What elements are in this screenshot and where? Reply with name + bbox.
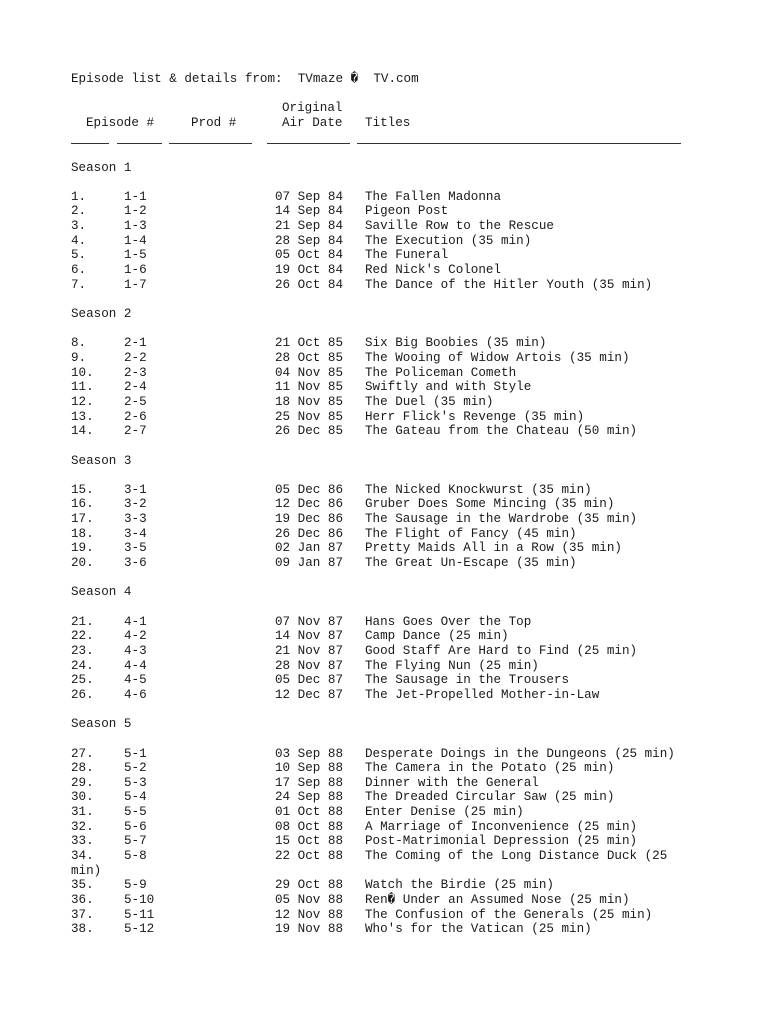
air-date: 12 Nov 88: [275, 907, 344, 922]
air-date: 03 Sep 88: [275, 746, 344, 761]
episode-title: The Sausage in the Wardrobe (35 min): [365, 512, 638, 527]
episode-row: [0, 395, 768, 410]
production-number: 5-2: [124, 761, 147, 776]
production-number: 5-3: [124, 775, 147, 790]
production-number: 1-7: [124, 277, 147, 292]
episode-title: Enter Denise (25 min): [365, 805, 524, 820]
episode-title: The Confusion of the Generals (25 min): [365, 907, 653, 922]
production-number: 3-3: [124, 512, 147, 527]
episode-title: Gruber Does Some Mincing (35 min): [365, 497, 615, 512]
air-date: 05 Nov 88: [275, 893, 344, 907]
season-heading: Season 2: [71, 307, 132, 321]
episode-row: [0, 834, 768, 849]
production-number: 5-10: [124, 893, 155, 907]
episode-row: [0, 483, 768, 498]
air-date: 02 Jan 87: [275, 541, 344, 556]
air-date: 01 Oct 88: [275, 805, 344, 820]
episode-row: [0, 805, 768, 820]
air-date: 19 Dec 86: [275, 512, 344, 527]
production-number: 1-1: [124, 189, 147, 204]
production-number: 3-2: [124, 497, 147, 512]
episode-number: 9.: [71, 350, 87, 365]
episode-title: Ren� Under an Assumed Nose (25 min): [365, 893, 630, 907]
production-number: 5-12: [124, 922, 155, 937]
production-number: 1-5: [124, 248, 147, 263]
episode-number: 19.: [71, 541, 94, 556]
episode-row: [0, 278, 768, 293]
episode-row: [0, 776, 768, 791]
episode-title: The Flying Nun (25 min): [365, 658, 539, 673]
source-line: Episode list & details from: TVmaze � TV.com: [71, 72, 419, 86]
production-number: 5-5: [124, 805, 147, 820]
column-header-episode: Episode #: [86, 116, 155, 130]
episode-number: 23.: [71, 643, 94, 658]
episode-number: 38.: [71, 922, 94, 937]
episode-title-wrap: min): [71, 863, 102, 878]
episode-row: [0, 644, 768, 659]
air-date: 05 Dec 86: [275, 482, 344, 497]
air-date: 14 Nov 87: [275, 629, 344, 644]
episode-row: [0, 878, 768, 893]
air-date: 10 Sep 88: [275, 761, 344, 776]
episode-title: The Dreaded Circular Saw (25 min): [365, 790, 615, 805]
episode-number: 24.: [71, 658, 94, 673]
column-header-air-date: Air Date: [282, 116, 343, 130]
episode-number: 37.: [71, 907, 94, 922]
episode-number: 4.: [71, 233, 87, 248]
production-number: 3-5: [124, 541, 147, 556]
episode-row: [0, 615, 768, 630]
production-number: 4-4: [124, 658, 147, 673]
episode-number: 14.: [71, 424, 94, 439]
episode-title: The Flight of Fancy (45 min): [365, 526, 577, 541]
episode-row: [0, 747, 768, 762]
episode-title: Desperate Doings in the Dungeons (25 min): [365, 746, 675, 761]
episode-title: The Coming of the Long Distance Duck (25: [365, 849, 668, 864]
production-number: 5-8: [124, 849, 147, 864]
production-number: 2-1: [124, 336, 147, 351]
air-date: 28 Nov 87: [275, 658, 344, 673]
production-number: 4-6: [124, 687, 147, 702]
production-number: 4-2: [124, 629, 147, 644]
production-number: 5-4: [124, 790, 147, 805]
column-header-prod: Prod #: [191, 116, 237, 130]
production-number: 3-1: [124, 482, 147, 497]
production-number: 5-9: [124, 878, 147, 893]
episode-number: 8.: [71, 336, 87, 351]
episode-number: 28.: [71, 761, 94, 776]
episode-number: 10.: [71, 365, 94, 380]
episode-number: 11.: [71, 380, 94, 395]
column-header-original: Original: [282, 101, 343, 115]
episode-number: 36.: [71, 893, 94, 907]
header-rule: [267, 143, 350, 144]
season-heading: Season 1: [71, 160, 132, 175]
episode-title: Saville Row to the Rescue: [365, 219, 554, 234]
episode-number: 20.: [71, 556, 94, 571]
episode-number: 15.: [71, 482, 94, 497]
episode-row: [0, 512, 768, 527]
air-date: 26 Oct 84: [275, 277, 344, 292]
production-number: 4-1: [124, 614, 147, 629]
air-date: 05 Dec 87: [275, 673, 344, 688]
air-date: 21 Sep 84: [275, 219, 344, 234]
production-number: 2-4: [124, 380, 147, 395]
episode-row: [0, 248, 768, 263]
air-date: 14 Sep 84: [275, 204, 344, 219]
episode-number: 27.: [71, 746, 94, 761]
episode-row: [0, 849, 768, 864]
production-number: 1-2: [124, 204, 147, 219]
production-number: 2-5: [124, 394, 147, 409]
episode-row: [0, 351, 768, 366]
production-number: 1-4: [124, 233, 147, 248]
air-date: 07 Sep 84: [275, 189, 344, 204]
episode-row: [0, 234, 768, 249]
air-date: 26 Dec 85: [275, 424, 344, 439]
episode-number: 25.: [71, 673, 94, 688]
episode-row: [0, 410, 768, 425]
episode-title: A Marriage of Inconvenience (25 min): [365, 819, 638, 834]
episode-title: Red Nick's Colonel: [365, 263, 502, 278]
episode-title: Good Staff Are Hard to Find (25 min): [365, 643, 638, 658]
episode-number: 34.: [71, 849, 94, 864]
episode-number: 6.: [71, 263, 87, 278]
episode-row: [0, 820, 768, 835]
episode-row: [0, 908, 768, 923]
episode-number: 22.: [71, 629, 94, 644]
episode-row: [0, 366, 768, 381]
air-date: 22 Oct 88: [275, 849, 344, 864]
episode-number: 21.: [71, 614, 94, 629]
production-number: 4-5: [124, 673, 147, 688]
episode-title: The Gateau from the Chateau (50 min): [365, 424, 638, 439]
production-number: 5-7: [124, 834, 147, 849]
episode-number: 5.: [71, 248, 87, 263]
season-heading: Season 4: [71, 585, 132, 600]
production-number: 2-6: [124, 409, 147, 424]
air-date: 12 Dec 87: [275, 687, 344, 702]
episode-row: [0, 761, 768, 776]
air-date: 26 Dec 86: [275, 526, 344, 541]
header-rule: [169, 143, 252, 144]
production-number: 2-7: [124, 424, 147, 439]
episode-row: [0, 922, 768, 937]
episode-title: Watch the Birdie (25 min): [365, 878, 554, 893]
episode-row: [0, 380, 768, 395]
episode-row: [0, 629, 768, 644]
episode-title: The Duel (35 min): [365, 394, 494, 409]
episode-row: [0, 497, 768, 512]
episode-row: [0, 527, 768, 542]
header-rule: [71, 143, 109, 144]
episode-number: 13.: [71, 409, 94, 424]
episode-title: The Great Un-Escape (35 min): [365, 556, 577, 571]
episode-number: 1.: [71, 189, 87, 204]
episode-title: The Funeral: [365, 248, 449, 263]
air-date: 19 Oct 84: [275, 263, 344, 278]
episode-number: 33.: [71, 834, 94, 849]
episode-number: 2.: [71, 204, 87, 219]
column-header-titles: Titles: [365, 116, 411, 130]
episode-title: The Fallen Madonna: [365, 189, 502, 204]
episode-title: The Execution (35 min): [365, 233, 532, 248]
air-date: 29 Oct 88: [275, 878, 344, 893]
header-rule: [357, 143, 681, 144]
air-date: 21 Oct 85: [275, 336, 344, 351]
production-number: 3-6: [124, 556, 147, 571]
air-date: 17 Sep 88: [275, 775, 344, 790]
air-date: 28 Oct 85: [275, 350, 344, 365]
production-number: 5-1: [124, 746, 147, 761]
episode-title: Pigeon Post: [365, 204, 449, 219]
episode-title: Pretty Maids All in a Row (35 min): [365, 541, 622, 556]
episode-row: [0, 659, 768, 674]
air-date: 05 Oct 84: [275, 248, 344, 263]
episode-title: The Wooing of Widow Artois (35 min): [365, 350, 630, 365]
production-number: 2-2: [124, 350, 147, 365]
season-heading: Season 3: [71, 453, 132, 468]
production-number: 1-3: [124, 219, 147, 234]
air-date: 08 Oct 88: [275, 819, 344, 834]
episode-number: 30.: [71, 790, 94, 805]
episode-title: The Nicked Knockwurst (35 min): [365, 482, 592, 497]
episode-row: [0, 893, 768, 908]
episode-title: The Sausage in the Trousers: [365, 673, 570, 688]
air-date: 28 Sep 84: [275, 233, 344, 248]
air-date: 19 Nov 88: [275, 922, 344, 937]
episode-row: [0, 204, 768, 219]
episode-number: 29.: [71, 775, 94, 790]
episode-number: 18.: [71, 526, 94, 541]
episode-title: Six Big Boobies (35 min): [365, 336, 547, 351]
episode-title: Camp Dance (25 min): [365, 629, 509, 644]
episode-title: Dinner with the General: [365, 775, 539, 790]
episode-title: Herr Flick's Revenge (35 min): [365, 409, 585, 424]
production-number: 3-4: [124, 526, 147, 541]
episode-number: 16.: [71, 497, 94, 512]
production-number: 5-11: [124, 907, 155, 922]
episode-title: The Camera in the Potato (25 min): [365, 761, 615, 776]
air-date: 18 Nov 85: [275, 394, 344, 409]
air-date: 21 Nov 87: [275, 643, 344, 658]
air-date: 04 Nov 85: [275, 365, 344, 380]
episode-title: Who's for the Vatican (25 min): [365, 922, 592, 937]
episode-number: 3.: [71, 219, 87, 234]
episode-title: The Dance of the Hitler Youth (35 min): [365, 277, 653, 292]
air-date: 09 Jan 87: [275, 556, 344, 571]
air-date: 11 Nov 85: [275, 380, 344, 395]
episode-title: The Policeman Cometh: [365, 365, 517, 380]
episode-row: [0, 688, 768, 703]
air-date: 25 Nov 85: [275, 409, 344, 424]
production-number: 2-3: [124, 365, 147, 380]
episode-row: [0, 556, 768, 571]
episode-row: [0, 336, 768, 351]
episode-row: [0, 190, 768, 205]
episode-title: Swiftly and with Style: [365, 380, 532, 395]
episode-row: [0, 219, 768, 234]
production-number: 4-3: [124, 643, 147, 658]
production-number: 1-6: [124, 263, 147, 278]
episode-row: [0, 541, 768, 556]
air-date: 24 Sep 88: [275, 790, 344, 805]
episode-number: 12.: [71, 394, 94, 409]
episode-row: [0, 263, 768, 278]
episode-row: [0, 424, 768, 439]
episode-title: Hans Goes Over the Top: [365, 614, 532, 629]
episode-number: 17.: [71, 512, 94, 527]
episode-row: [0, 790, 768, 805]
episode-row: [0, 673, 768, 688]
season-heading: Season 5: [71, 717, 132, 732]
episode-number: 26.: [71, 687, 94, 702]
production-number: 5-6: [124, 819, 147, 834]
episode-title: Post-Matrimonial Depression (25 min): [365, 834, 638, 849]
episode-number: 31.: [71, 805, 94, 820]
air-date: 12 Dec 86: [275, 497, 344, 512]
air-date: 07 Nov 87: [275, 614, 344, 629]
episode-number: 32.: [71, 819, 94, 834]
air-date: 15 Oct 88: [275, 834, 344, 849]
episode-number: 35.: [71, 878, 94, 893]
header-rule: [117, 143, 162, 144]
episode-title: The Jet-Propelled Mother-in-Law: [365, 687, 600, 702]
episode-number: 7.: [71, 277, 87, 292]
